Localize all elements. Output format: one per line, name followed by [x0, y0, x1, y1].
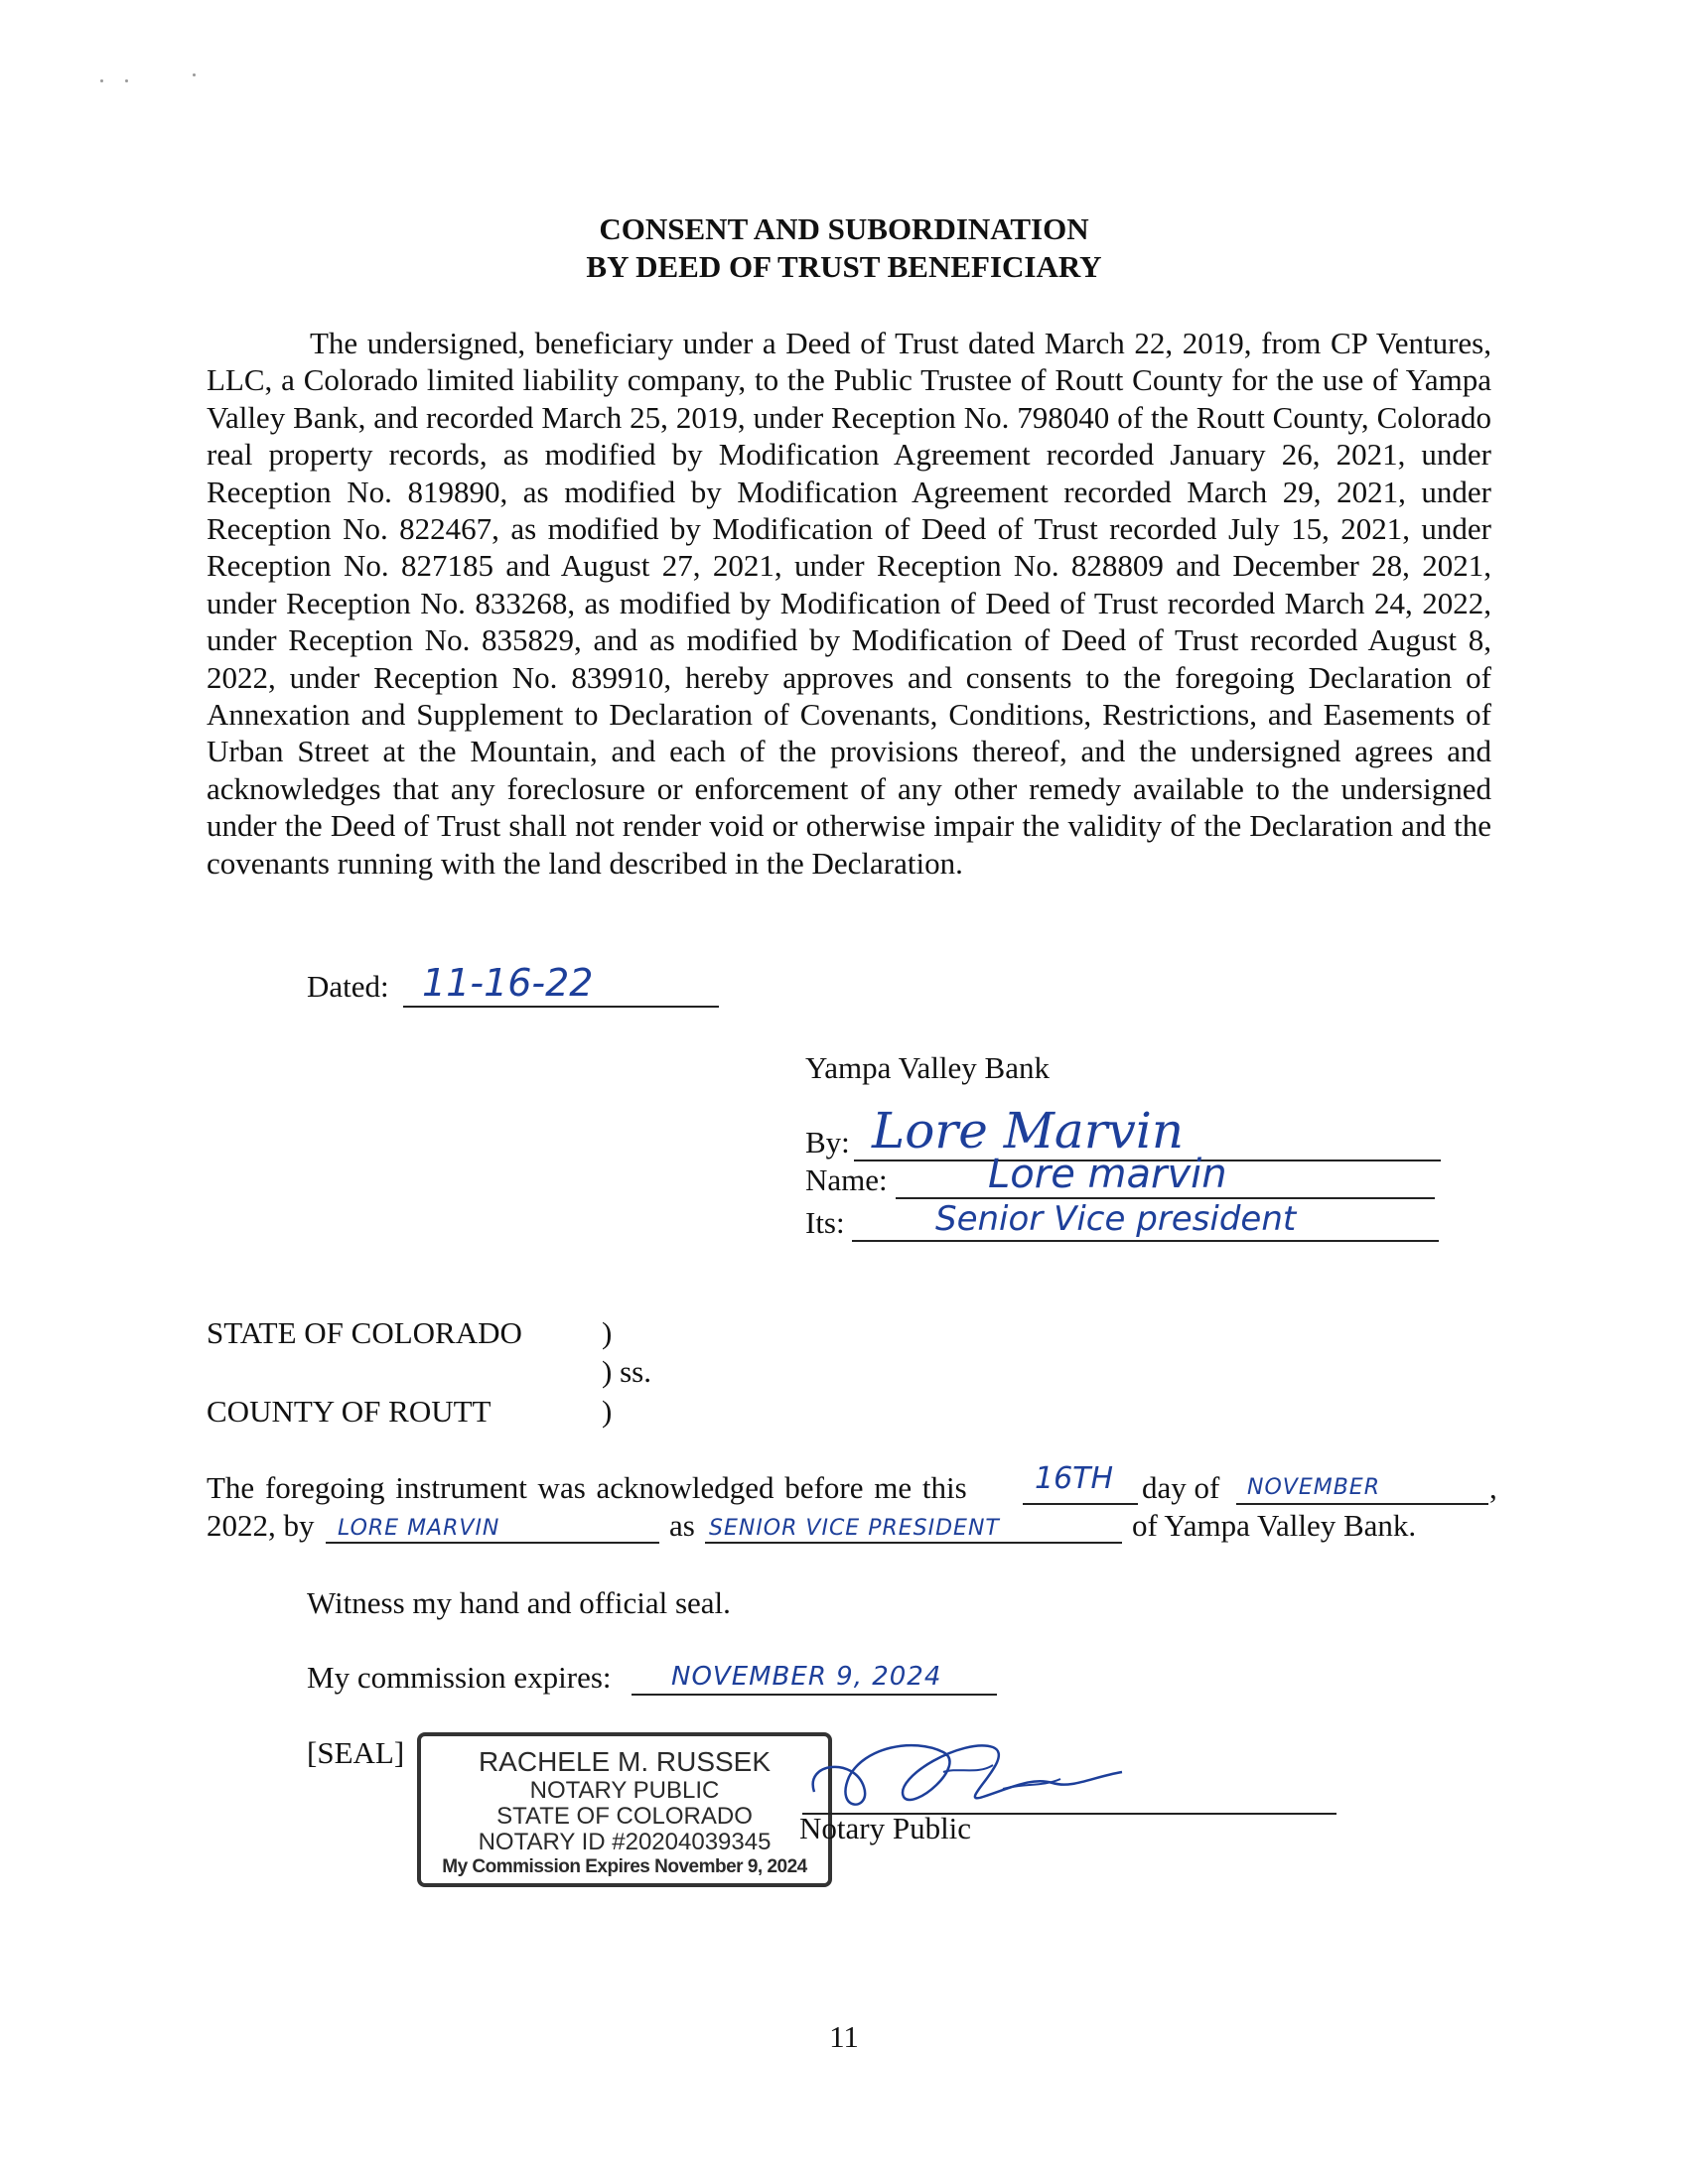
ack-day-underline	[1023, 1503, 1138, 1505]
commission-underline	[632, 1694, 997, 1696]
ack-month: NOVEMBER	[1247, 1475, 1380, 1500]
venue-paren-top: )	[602, 1315, 613, 1350]
its-label: Its:	[805, 1205, 845, 1240]
commission-value: NOVEMBER 9, 2024	[671, 1662, 942, 1692]
stamp-line-4: NOTARY ID #20204039345	[478, 1829, 772, 1855]
ack-person: LORE MARVIN	[338, 1516, 500, 1541]
venue-paren-bottom: )	[602, 1394, 613, 1429]
ack-text-4: as	[669, 1508, 695, 1543]
ack-month-underline	[1236, 1503, 1488, 1505]
ack-role: SENIOR VICE PRESIDENT	[709, 1516, 1000, 1541]
dated-label: Dated:	[307, 969, 389, 1004]
dated-value: 11-16-22	[422, 961, 594, 1005]
commission-label: My commission expires:	[307, 1660, 612, 1695]
by-label: By:	[805, 1125, 850, 1160]
its-underline	[852, 1240, 1439, 1242]
dated-underline	[403, 1006, 719, 1008]
ack-comma: ,	[1489, 1470, 1497, 1505]
ack-text-5: of Yampa Valley Bank.	[1132, 1508, 1417, 1543]
its-value: Senior Vice president	[935, 1199, 1297, 1239]
stamp-line-5: My Commission Expires November 9, 2024	[442, 1856, 807, 1877]
stamp-name: RACHELE M. RUSSEK	[478, 1746, 772, 1777]
bank-name: Yampa Valley Bank	[805, 1050, 1050, 1085]
document-title	[0, 210, 1688, 286]
ack-text-1: The foregoing instrument was acknowledged before me this	[207, 1470, 967, 1505]
seal-label: [SEAL]	[307, 1735, 405, 1770]
page-number: 11	[829, 2019, 859, 2054]
ack-text-3: 2022, by	[207, 1508, 315, 1543]
title-line-2: BY DEED OF TRUST BENEFICIARY	[586, 249, 1102, 284]
venue-county: COUNTY OF ROUTT	[207, 1394, 492, 1429]
venue-state: STATE OF COLORADO	[207, 1315, 522, 1350]
title-line-1: CONSENT AND SUBORDINATION	[599, 211, 1089, 246]
consent-paragraph: The undersigned, beneficiary under a Deed of Trust dated March 22, 2019, from CP Ventures, LLC, a Colorado limited liability company, to the Public Trustee of Routt County for the use of Yampa Valley Bank, and recorded March 25, 2019, under Reception No. 798040 of the Routt County, Colorado real property records, as modified by Modification Agreement recorded January 26, 2021, under Reception No. 819890, as modified by Modification Agreement recorded March 29, 2021, under Reception No. 822467, as modified by Modification of Deed of Trust recorded July 15, 2021, under Reception No. 827185 and August 27, 2021, under Reception No. 828809 and December 28, 2021, under Reception No. 833268, as modified by Modification of Deed of Trust recorded March 24, 2022, under Reception No. 835829, and as modified by Modification of Deed of Trust recorded August 8, 2022, under Reception No. 839910, hereby approves and consents to the foregoing Declaration of Annexation and Supplement to Declaration of Covenants, Conditions, Restrictions, and Easements of Urban Street at the Mountain, and each of the provisions thereof, and the undersigned agrees and acknowledges that any foreclosure or enforcement of any other remedy available to the undersigned under the Deed of Trust shall not render void or otherwise impair the validity of the Declaration and the covenants running with the land described in the Declaration.	[207, 326, 1491, 881]
ack-person-underline	[326, 1542, 659, 1544]
name-value: Lore marvin	[988, 1152, 1227, 1197]
scan-speck	[125, 79, 128, 82]
by-signature: Lore Marvin	[872, 1102, 1185, 1160]
notary-stamp	[417, 1732, 832, 1887]
witness-text: Witness my hand and official seal.	[307, 1585, 731, 1620]
stamp-line-2: NOTARY PUBLIC	[529, 1777, 720, 1804]
scan-speck	[100, 79, 103, 82]
ack-text-2: day of	[1142, 1470, 1220, 1505]
notary-public-label: Notary Public	[799, 1811, 972, 1845]
ack-day: 16TH	[1035, 1461, 1114, 1496]
venue-ss: ) ss.	[602, 1354, 651, 1389]
name-label: Name:	[805, 1162, 888, 1197]
stamp-line-3: STATE OF COLORADO	[496, 1803, 753, 1830]
ack-role-underline	[705, 1542, 1122, 1544]
scan-speck	[193, 73, 196, 76]
